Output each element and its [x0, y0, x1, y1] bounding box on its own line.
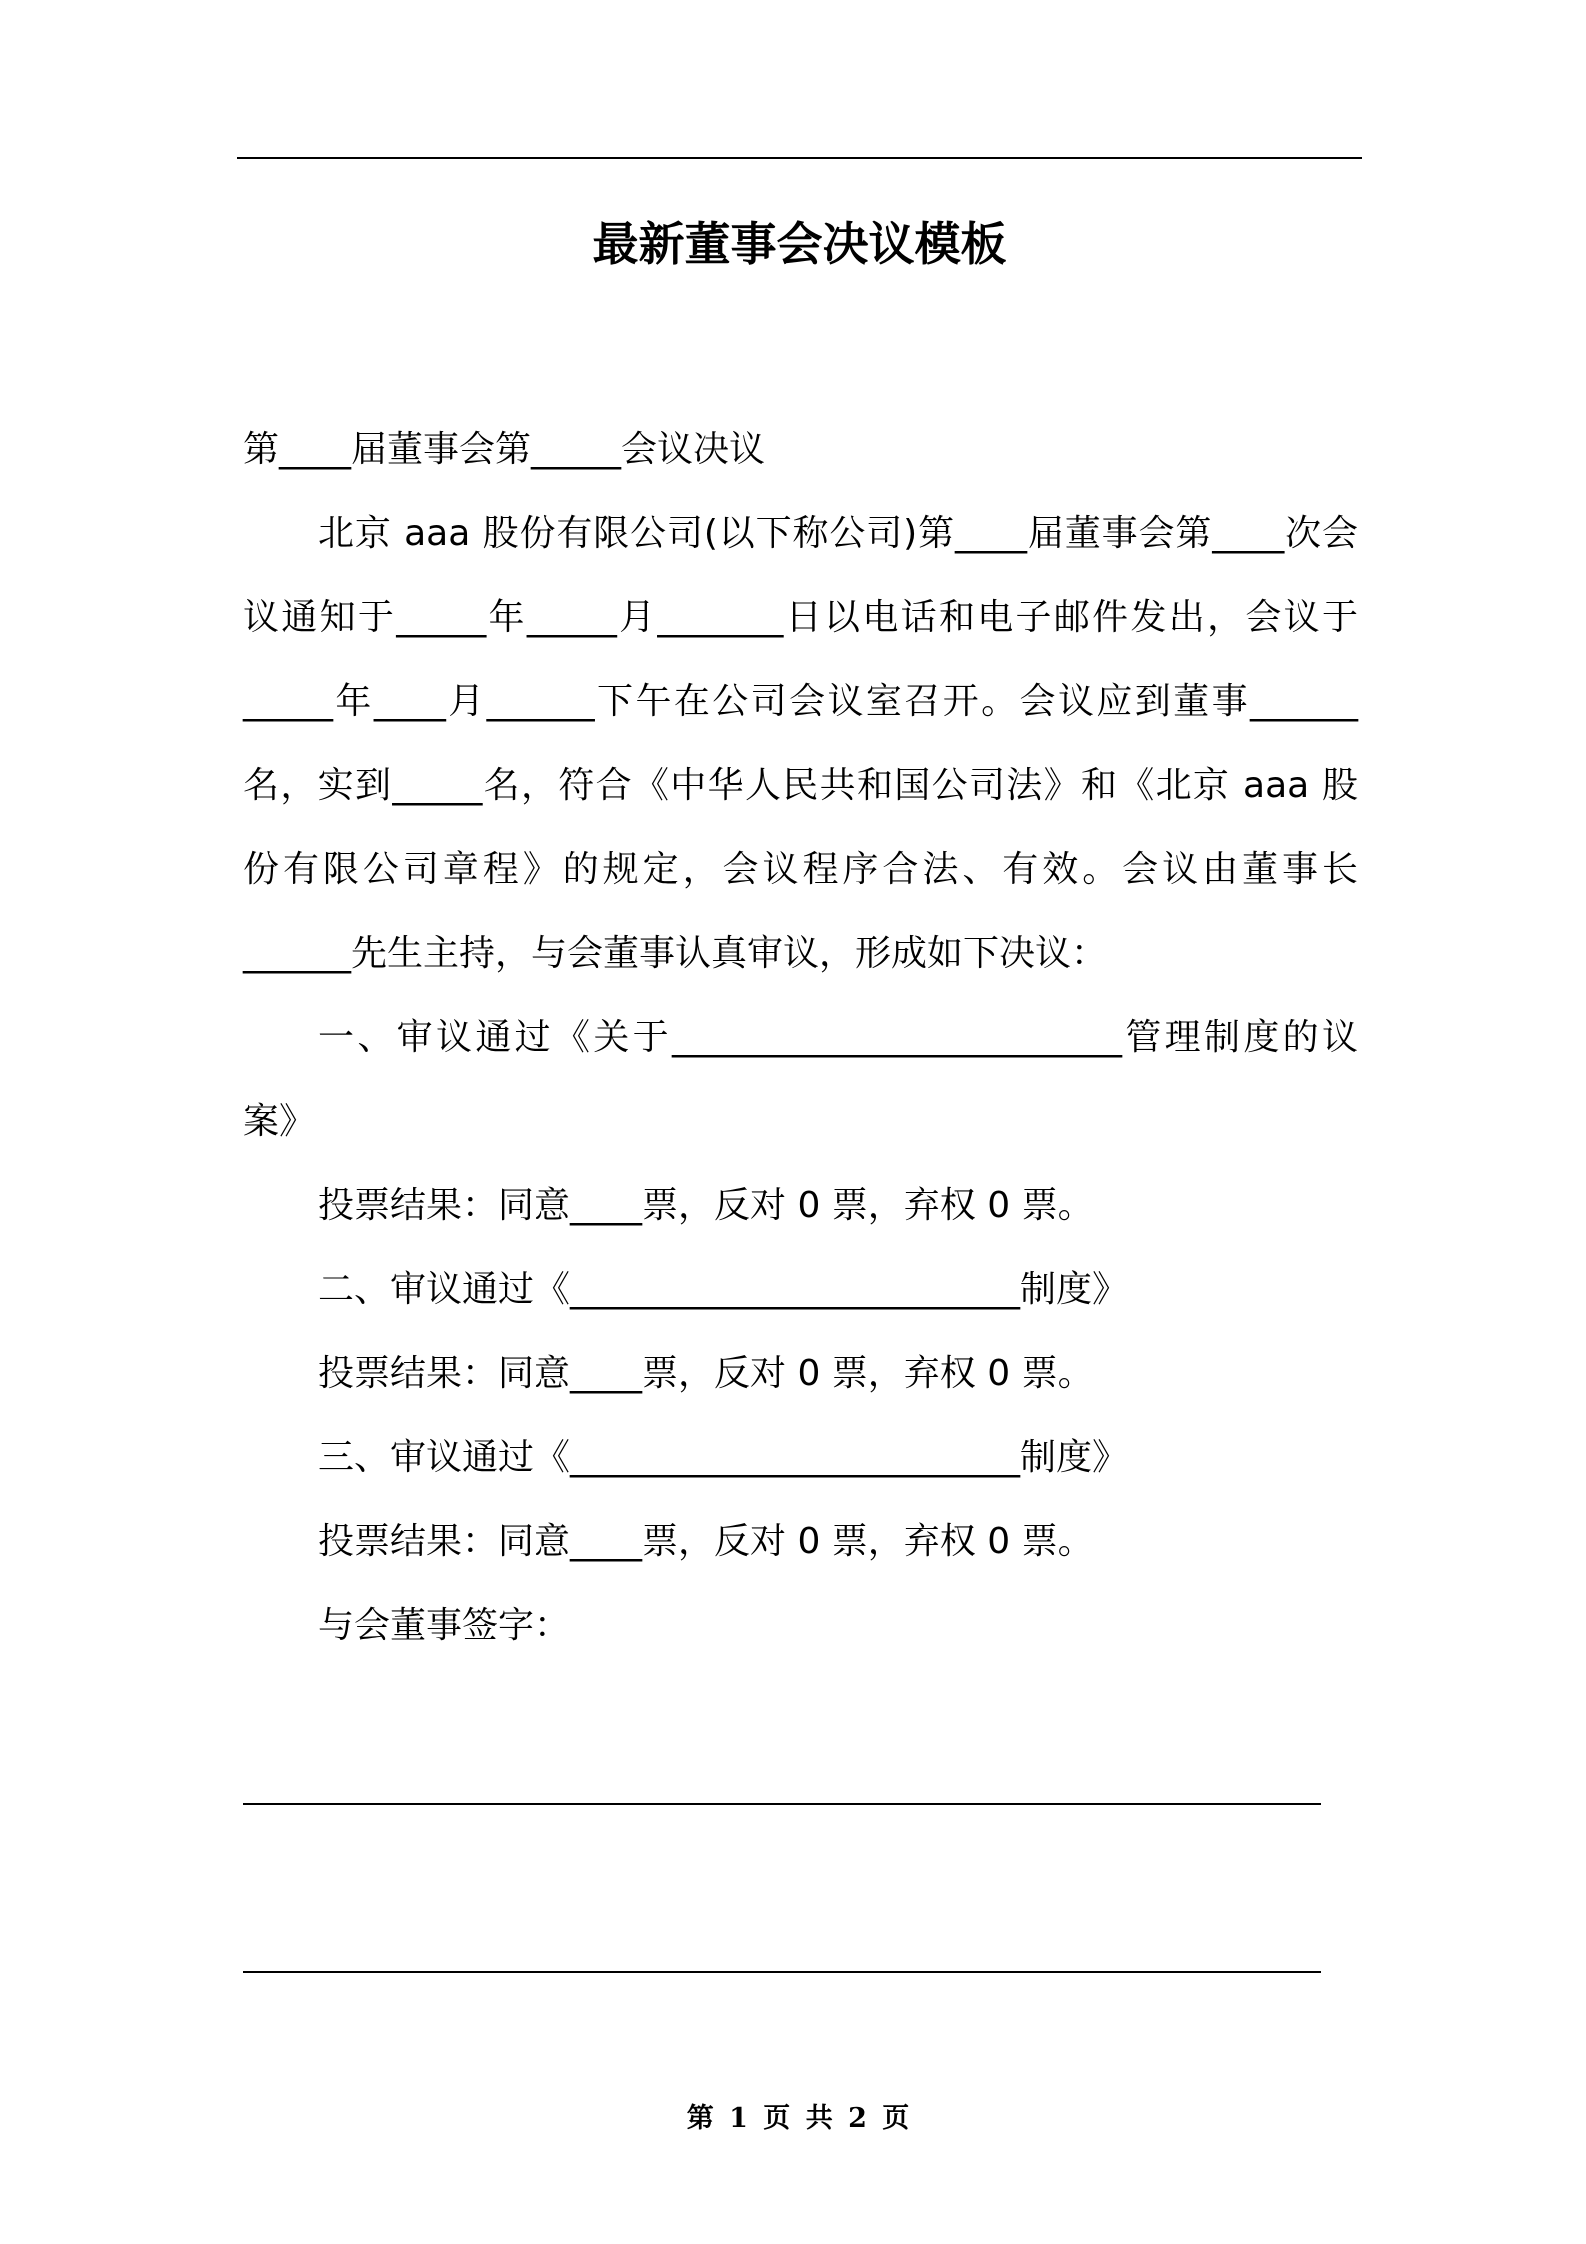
- resolution-1-vote: 投票结果：同意____票，反对 0 票，弃权 0 票。: [318, 1185, 1094, 1226]
- page-indicator: 第 1 页 共 2 页: [686, 2103, 913, 2134]
- meeting-heading: 第____届董事会第_____会议决议: [243, 429, 766, 470]
- resolution-1-text: 一、审议通过《关于_________________________管理制度的议案》: [243, 1017, 1358, 1142]
- signature-label: 与会董事签字：: [318, 1605, 571, 1646]
- resolution-3-text: 三、审议通过《_________________________制度》: [318, 1437, 1129, 1478]
- resolution-2-text: 二、审议通过《_________________________制度》: [318, 1269, 1129, 1310]
- document-title: 最新董事会决议模板: [592, 217, 1007, 271]
- resolution-2-vote: 投票结果：同意____票，反对 0 票，弃权 0 票。: [318, 1353, 1094, 1394]
- header-rule: [237, 157, 1362, 159]
- signature-line-1: [243, 1803, 1321, 1805]
- signature-line-2: [243, 1971, 1321, 1973]
- intro-paragraph: 北京 aaa 股份有限公司(以下称公司)第____届董事会第____次会议通知于_____年_____月_______日以电话和电子邮件发出，会议于_____年____月______下午在公司会议室召开。会议应到董事______名，实到_____名，符合《中华人民共和国公司法》和《北京 aaa 股份有限公司章程》的规定，会议程序合法、有效。会议由董事长______先生主持，与会董事认真审议，形成如下决议：: [243, 513, 1358, 974]
- document-body: [243, 408, 1358, 1668]
- resolution-3-vote: 投票结果：同意____票，反对 0 票，弃权 0 票。: [318, 1521, 1094, 1562]
